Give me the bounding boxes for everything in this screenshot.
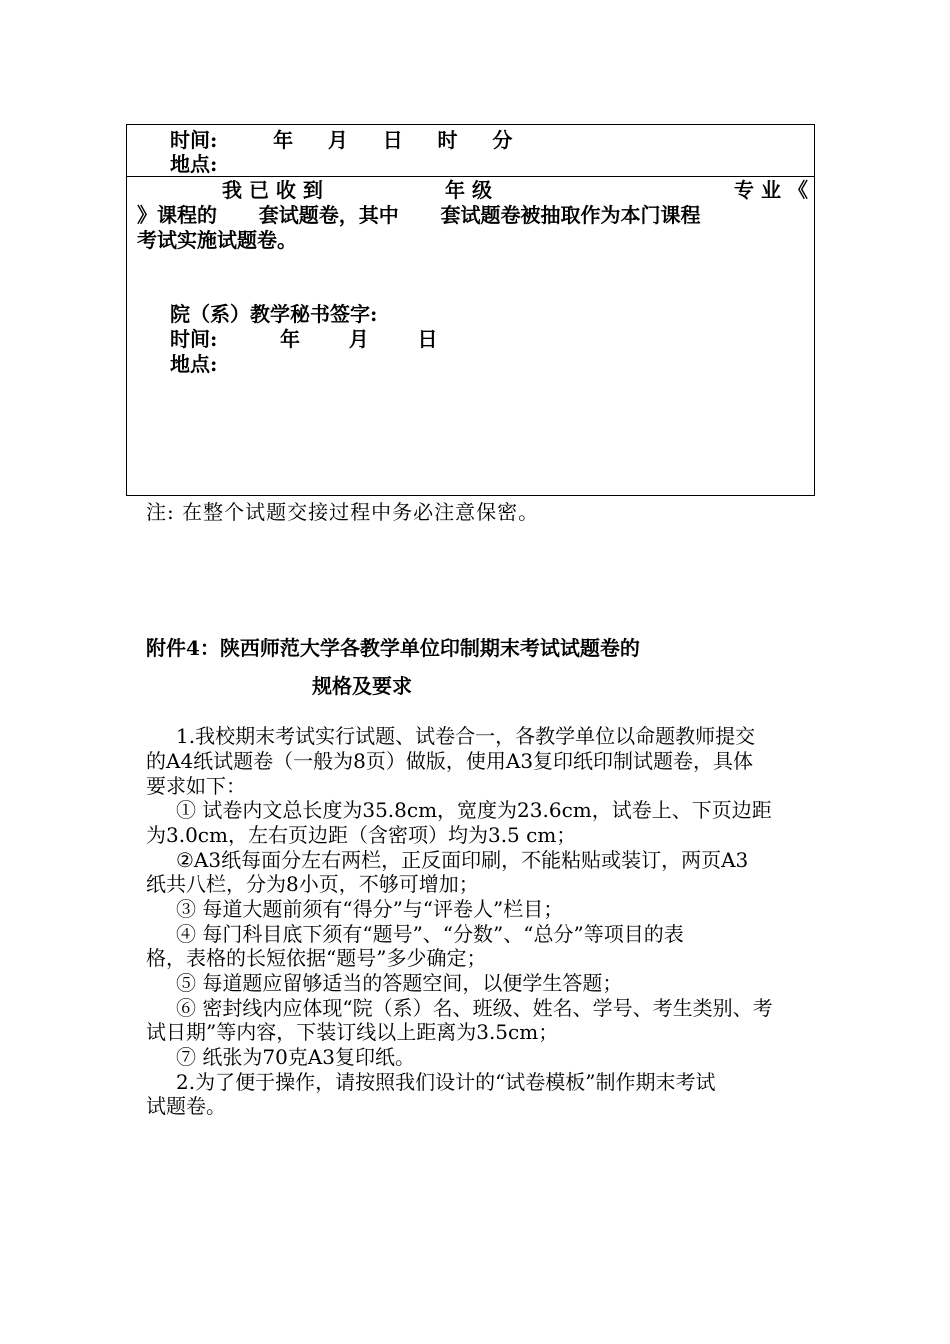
paragraph-line: 要求如下： <box>146 774 246 798</box>
paragraph-line: 2.为了便于操作，请按照我们设计的“试卷模板”制作期末考试 <box>176 1070 716 1094</box>
paragraph-line: 纸共八栏，分为8小页，不够可增加； <box>146 872 479 896</box>
signature-time-row: 时间: 年 月 日 <box>170 327 438 351</box>
form-divider <box>126 176 815 177</box>
paragraph-line: 1.我校期末考试实行试题、试卷合一，各教学单位以命题教师提交 <box>176 724 756 748</box>
receipt-line-2: 》课程的 套试题卷，其中 套试题卷被抽取作为本门课程 <box>137 203 701 227</box>
receipt-major: 专 业 《 <box>734 178 808 202</box>
paragraph-line: 为3.0cm，左右页边距（含密项）均为3.5 cm； <box>146 823 577 847</box>
paragraph-line: ③ 每道大题前须有“得分”与“评卷人”栏目； <box>176 897 564 921</box>
form-time-row: 时间: 年 月 日 时 分 <box>170 128 513 152</box>
paragraph-line: ⑥ 密封线内应体现“院（系）名、班级、姓名、学号、考生类别、考 <box>176 996 773 1020</box>
paragraph-line: ① 试卷内文总长度为35.8cm，宽度为23.6cm，试卷上、下页边距 <box>176 798 772 822</box>
paragraph-line: 试日期”等内容，下装订线以上距离为3.5cm； <box>146 1020 559 1044</box>
signature-place-row: 地点: <box>170 352 218 376</box>
confidentiality-note: 注: 在整个试题交接过程中务必注意保密。 <box>146 500 540 524</box>
paragraph-line: 试题卷。 <box>146 1094 226 1118</box>
paragraph-line: 的A4纸试题卷（一般为8页）做版，使用A3复印纸印制试题卷，具体 <box>146 749 754 773</box>
receipt-grade: 年 级 <box>444 178 492 202</box>
appendix-title-line-2: 规格及要求 <box>312 674 412 698</box>
paragraph-line: ②A3纸每面分左右两栏，正反面印刷，不能粘贴或装订，两页A3 <box>176 848 749 872</box>
form-place-row: 地点: <box>170 152 218 176</box>
receipt-line-1 <box>136 178 808 202</box>
appendix-title-line-1: 附件4：陕西师范大学各教学单位印制期末考试试题卷的 <box>146 636 640 660</box>
paragraph-line: ⑤ 每道题应留够适当的答题空间，以便学生答题； <box>176 971 623 995</box>
paragraph-line: ⑦ 纸张为70克A3复印纸。 <box>176 1045 415 1069</box>
paragraph-line: 格，表格的长短依据“题号”多少确定； <box>146 946 487 970</box>
receipt-line-3: 考试实施试题卷。 <box>137 228 297 252</box>
paragraph-line: ④ 每门科目底下须有“题号”、“分数”、“总分”等项目的表 <box>176 922 684 946</box>
receipt-received: 我 已 收 到 <box>222 178 323 202</box>
secretary-signature-label: 院（系）教学秘书签字: <box>170 302 378 326</box>
